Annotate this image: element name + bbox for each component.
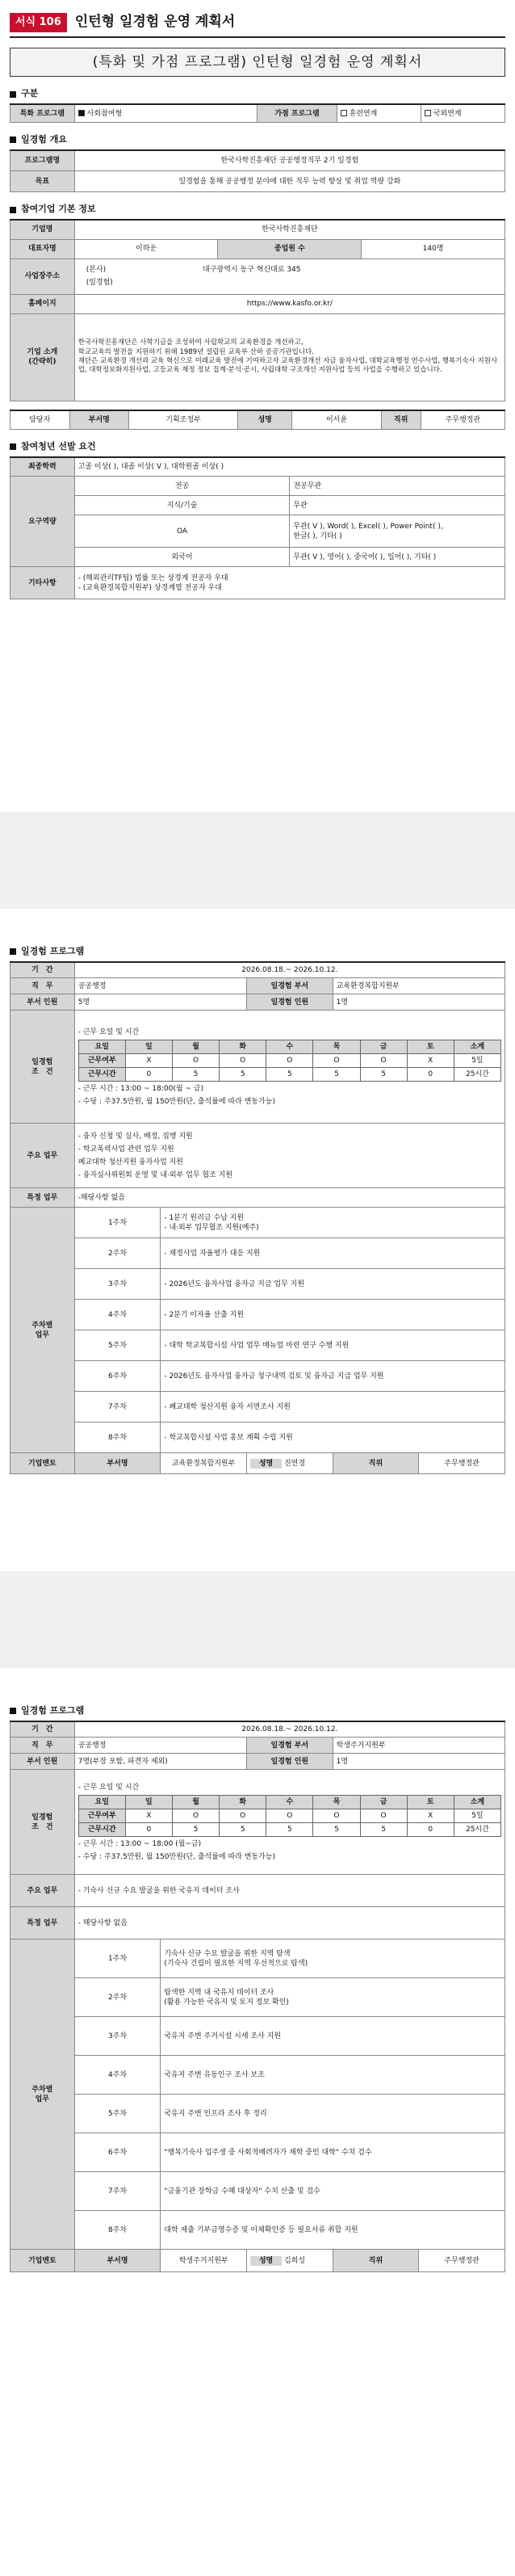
language-requirement: 무관( V ), 영어( ), 중국어( ), 일어( ), 기타( ) <box>290 548 505 567</box>
schedule-cell: 월 <box>172 1040 219 1054</box>
checkbox-social[interactable] <box>78 110 85 116</box>
label-mentor: 기업멘토 <box>10 2250 75 2272</box>
major-requirement: 전공무관 <box>290 477 505 496</box>
week-label: 5주차 <box>74 1330 161 1361</box>
schedule-cell: O <box>266 1809 313 1823</box>
duty-2: - 학교폭력사업 관련 업무 지원 <box>77 1145 174 1154</box>
week-task: - 학교복합시설 사업 홍보 계획 수립 지원 <box>161 1422 505 1453</box>
schedule-cell: 5 <box>313 1068 360 1082</box>
program-table-1 <box>10 961 505 1475</box>
week-label: 2주차 <box>74 1978 161 2017</box>
requirements-table <box>10 456 505 600</box>
section-program-2: 일경험 프로그램 <box>10 1705 505 1717</box>
week-label: 1주차 <box>74 1208 161 1238</box>
schedule-table-1 <box>78 1040 501 1082</box>
intern-count-value: 1명 <box>333 994 505 1011</box>
label-mentor-pos: 직위 <box>333 1453 419 1474</box>
label-special: 특정 업무 <box>10 1188 75 1208</box>
checkbox-overseas[interactable] <box>425 110 431 116</box>
page-gap <box>0 812 515 909</box>
schedule-cell: 0 <box>125 1068 172 1082</box>
document-header <box>10 13 505 38</box>
schedule-cell: 5 <box>266 1823 313 1837</box>
option-training: 훈련연계 <box>349 109 378 118</box>
label-weekly: 주차별 업무 <box>10 1208 75 1453</box>
etc-2: - (교육환경복합지원부) 상경계열 전공자 우대 <box>77 583 222 592</box>
label-company: 기업명 <box>10 220 75 239</box>
week-label: 2주차 <box>74 1238 161 1269</box>
period-value: 2026.08.18.~ 2026.10.12. <box>74 962 505 978</box>
weekly-row <box>10 1330 505 1361</box>
option-overseas: 국외연계 <box>433 109 462 118</box>
week-label: 7주차 <box>74 1392 161 1422</box>
education-requirement: 고졸 이상( ), 대졸 이상( V ), 대학원졸 이상( ) <box>74 457 505 477</box>
week-label: 4주차 <box>74 1300 161 1330</box>
weekly-rows-1 <box>10 1208 505 1453</box>
work-time: - 근무 시간 : 13:00 ~ 18:00(월 ~ 금) <box>77 1085 203 1094</box>
label-contact-dept: 부서명 <box>69 410 129 430</box>
company-name: 한국사학진흥재단 <box>74 220 505 239</box>
schedule-cell: 5 <box>360 1068 407 1082</box>
job-value: 공공행정 <box>74 978 246 994</box>
label-major: 전공 <box>74 477 290 496</box>
contact-table <box>10 410 505 431</box>
weekly-row <box>10 2211 505 2250</box>
label-mentor-name: 성명 <box>250 2256 282 2266</box>
page-3 <box>0 1668 515 2576</box>
conditions-header: - 근무 요일 및 시간 <box>77 1783 140 1792</box>
week-label: 3주차 <box>74 2017 161 2056</box>
dept-count-value: 5명 <box>74 994 246 1011</box>
address-work-tag: (일경험) <box>86 279 113 288</box>
mentor-position: 주무행정관 <box>419 1453 505 1474</box>
label-conditions: 일경험 조 건 <box>10 1011 75 1124</box>
schedule-cell: 수 <box>266 1796 313 1809</box>
weekly-row <box>10 1939 505 1978</box>
label-special: 특정 업무 <box>10 1907 75 1939</box>
week-label: 6주차 <box>74 1361 161 1392</box>
period-value: 2026.08.18.~ 2026.10.12. <box>74 1721 505 1738</box>
document-title: 인턴형 일경험 운영 계획서 <box>74 14 236 31</box>
schedule-cell: 5 <box>172 1068 219 1082</box>
dept-value: 학생주거지원부 <box>333 1738 505 1754</box>
week-task: - 대학 학교복합시설 사업 업무 매뉴얼 마련 연구 수행 지원 <box>161 1330 505 1361</box>
duty-4: - 융자심사위원회 운영 및 내·외부 업무 협조 지원 <box>77 1170 233 1179</box>
weekly-row <box>10 2095 505 2133</box>
section-requirements: 참여청년 선발 요건 <box>10 441 505 453</box>
schedule-cell: O <box>360 1809 407 1823</box>
schedule-cell: 금 <box>360 1040 407 1054</box>
overview-table <box>10 149 505 193</box>
week-task: 기숙사 신규 수요 발굴을 위한 지역 탐색 (기숙사 건립이 필요한 지역 우선적으로 탐색) <box>161 1939 505 1978</box>
schedule-cell: O <box>220 1054 266 1068</box>
schedule-cell: X <box>407 1809 454 1823</box>
schedule-cell: O <box>172 1809 219 1823</box>
label-mentor: 기업멘토 <box>10 1453 75 1474</box>
week-label: 7주차 <box>74 2172 161 2211</box>
section-overview: 일경험 개요 <box>10 134 505 146</box>
label-education: 최종학력 <box>10 457 75 477</box>
schedule-cell: 목 <box>313 1040 360 1054</box>
week-task: 국유지 주변 인프라 조사 후 정리 <box>161 2095 505 2133</box>
program-table-2 <box>10 1721 505 2273</box>
schedule-cell: 요일 <box>78 1796 125 1809</box>
weekly-row <box>10 1238 505 1269</box>
schedule-cell: 5 <box>360 1823 407 1837</box>
week-task: - 재정사업 자율평가 대응 지원 <box>161 1238 505 1269</box>
company-intro: 한국사학진흥재단은 사학기금을 조성하여 사립학교의 교육환경을 개선하고, 학교교육의 발전을 지원하기 위해 1989년 설립된 교육부 산하 공공기관입니다. 재단은 교육환경 개선과 교육 혁신으로 미래교육 발전에 기여하고자 교육환경개선 자금 융자사업, 대학교육행정 연수사업, 행복기숙사 지원사업, 대학정보화지원사업, 고등교육 재정 정보 집계·분석·공시, 사립대학 구조개선 지원사업 등의 사업을 수행하고 있습니다. <box>74 313 505 401</box>
schedule-cell: O <box>313 1054 360 1068</box>
contact-position: 주무행정관 <box>421 410 505 430</box>
knowledge-requirement: 무관 <box>290 496 505 515</box>
schedule-cell: 5 <box>313 1823 360 1837</box>
weekly-row <box>10 2133 505 2172</box>
week-label: 6주차 <box>74 2133 161 2172</box>
special-value: - 해당사항 없음 <box>74 1907 505 1939</box>
week-task: - 2026년도 융자사업 융자금 청구내역 검토 및 융자금 지급 업무 지원 <box>161 1361 505 1392</box>
intern-count-value: 1명 <box>333 1754 505 1770</box>
program-goal: 일경험을 통해 공공행정 분야에 대한 직무 능력 향상 및 취업 역량 강화 <box>74 171 505 192</box>
section-company: 참여기업 기본 정보 <box>10 204 505 216</box>
homepage-link[interactable]: https://www.kasfo.or.kr/ <box>74 294 505 313</box>
label-ceo: 대표자명 <box>10 239 75 258</box>
week-task: 탐색한 지역 내 국유지 데이터 조사 (활용 가능한 국유지 및 토지 정보 확인) <box>161 1978 505 2017</box>
label-dept-count: 부서 인원 <box>10 1754 75 1770</box>
dept-value: 교육환경복합지원부 <box>333 978 505 994</box>
label-language: 외국어 <box>74 548 290 567</box>
program-name: 한국사학진흥재단 공공행정직무 2기 일경험 <box>74 150 505 171</box>
section-program-1: 일경험 프로그램 <box>10 946 505 958</box>
label-mentor-name: 성명 <box>250 1459 282 1469</box>
weekly-row <box>10 1269 505 1300</box>
week-task: 국유지 주변 유동인구 조사 보조 <box>161 2056 505 2095</box>
schedule-cell: 소계 <box>454 1796 500 1809</box>
mentor-position: 주무행정관 <box>419 2250 505 2272</box>
label-intern-count: 일경험 인원 <box>247 1754 333 1770</box>
schedule-cell: 소계 <box>454 1040 500 1054</box>
schedule-cell: 금 <box>360 1796 407 1809</box>
schedule-cell: 5 <box>220 1823 266 1837</box>
schedule-cell: 근무여부 <box>78 1054 125 1068</box>
duty-3: 폐교대학 청산지원 융자사업 지원 <box>77 1158 183 1166</box>
schedule-cell: 일 <box>125 1040 172 1054</box>
schedule-cell: 근무여부 <box>78 1809 125 1823</box>
label-weekly: 주차별 업무 <box>10 1939 75 2250</box>
label-address: 사업장주소 <box>10 258 75 294</box>
weekly-row <box>10 1300 505 1330</box>
mentor-dept: 교육환경복합지원부 <box>161 1453 247 1474</box>
conditions-header: - 근무 요일 및 시간 <box>77 1027 140 1036</box>
option-social: 사회참여형 <box>86 109 123 118</box>
label-dept: 일경험 부서 <box>247 1738 333 1754</box>
weekly-row <box>10 1208 505 1238</box>
schedule-cell: 5일 <box>454 1054 500 1068</box>
checkbox-training[interactable] <box>341 110 347 116</box>
schedule-cell: 월 <box>172 1796 219 1809</box>
duty-value: - 기숙사 신규 수요 발굴을 위한 국유지 데이터 조사 <box>74 1875 505 1907</box>
schedule-cell: 목 <box>313 1796 360 1809</box>
page-1 <box>0 0 515 812</box>
gubun-table <box>10 103 505 123</box>
schedule-cell: O <box>313 1809 360 1823</box>
job-value: 공공행정 <box>74 1738 246 1754</box>
oa-requirement-2: 한글( ), 기타( ) <box>293 532 342 540</box>
mentor-dept: 학생주거지원부 <box>161 2250 247 2272</box>
company-table <box>10 219 505 401</box>
label-dept: 일경험 부서 <box>247 978 333 994</box>
weekly-row <box>10 2017 505 2056</box>
schedule-cell: 수 <box>266 1040 313 1054</box>
schedule-cell: 5 <box>220 1068 266 1082</box>
label-mentor-dept: 부서명 <box>74 1453 161 1474</box>
allowance: - 수당 : 주37.5만원, 월 150만원(단, 출석률에 따라 변동가능) <box>77 1852 276 1861</box>
week-task: 국유지 주변 주거시설 시세 조사 지원 <box>161 2017 505 2056</box>
page-gap-2 <box>0 1571 515 1668</box>
label-knowledge: 지식/기술 <box>74 496 290 515</box>
dept-count-value: 7명(부장 포함, 파견자 제외) <box>74 1754 246 1770</box>
schedule-cell: 0 <box>125 1823 172 1837</box>
week-label: 8주차 <box>74 1422 161 1453</box>
schedule-cell: 토 <box>407 1040 454 1054</box>
label-job: 직 무 <box>10 1738 75 1754</box>
label-intro: 기업 소개 (간략히) <box>10 313 75 401</box>
schedule-cell: O <box>172 1054 219 1068</box>
section-gubun: 구분 <box>10 88 505 100</box>
schedule-cell: 25시간 <box>454 1068 500 1082</box>
week-task: - 2분기 이자율 산출 지원 <box>161 1300 505 1330</box>
schedule-cell: O <box>266 1054 313 1068</box>
ceo-name: 이하운 <box>74 239 218 258</box>
contact-name: 이서윤 <box>292 410 381 430</box>
address-hq: 대구광역시 동구 혁신대로 345 <box>203 265 301 274</box>
label-employees: 종업원 수 <box>218 239 362 258</box>
program-banner: (특화 및 가점 프로그램) 인턴형 일경험 운영 계획서 <box>10 48 505 78</box>
label-program-name: 프로그램명 <box>10 150 75 171</box>
week-task: - 2026년도 융자사업 융자금 지급 업무 지원 <box>161 1269 505 1300</box>
schedule-cell: 화 <box>220 1040 266 1054</box>
label-mentor-pos: 직위 <box>333 2250 419 2272</box>
duty-1: - 융자 신청 및 실사, 배정, 집행 지원 <box>77 1132 193 1141</box>
weekly-row <box>10 2056 505 2095</box>
label-homepage: 홈페이지 <box>10 294 75 313</box>
label-contact-name: 성명 <box>237 410 291 430</box>
schedule-table-2 <box>78 1795 501 1837</box>
schedule-cell: 5 <box>172 1823 219 1837</box>
week-task: - 1분기 원리금 수납 지원 - 내·외부 업무협조 지원(예주) <box>161 1208 505 1238</box>
schedule-cell: O <box>360 1054 407 1068</box>
schedule-cell: 5 <box>266 1068 313 1082</box>
schedule-cell: X <box>407 1054 454 1068</box>
week-label: 4주차 <box>74 2056 161 2095</box>
label-dept-count: 부서 인원 <box>10 994 75 1011</box>
mentor-name: 김희성 <box>283 2256 306 2265</box>
schedule-cell: 토 <box>407 1796 454 1809</box>
label-oa: OA <box>74 515 290 548</box>
week-task: "금융기관 장학금 수혜 대상자" 수치 산출 및 검수 <box>161 2172 505 2211</box>
weekly-row <box>10 1392 505 1422</box>
mentor-name: 진연경 <box>283 1459 306 1468</box>
schedule-cell: 근무시간 <box>78 1068 125 1082</box>
label-job: 직 무 <box>10 978 75 994</box>
etc-1: - (해외관리TF팀) 법률 또는 상경계 전공자 우대 <box>77 574 228 582</box>
address-hq-tag: (본사) <box>86 265 107 274</box>
week-task: "행복기숙사 입주생 중 사회적배려자가 재학 중인 대학" 수치 검수 <box>161 2133 505 2172</box>
label-duties: 주요 업무 <box>10 1875 75 1907</box>
schedule-cell: O <box>220 1809 266 1823</box>
schedule-cell: 0 <box>407 1823 454 1837</box>
label-period: 기 간 <box>10 962 75 978</box>
weekly-row <box>10 2172 505 2211</box>
contact-dept: 기획조정부 <box>129 410 238 430</box>
gubun-label-2: 가점 프로그램 <box>258 104 337 122</box>
form-badge: 서식 106 <box>10 13 67 32</box>
label-competency: 요구역량 <box>10 477 75 567</box>
week-label: 1주차 <box>74 1939 161 1978</box>
label-mentor-dept: 부서명 <box>74 2250 161 2272</box>
oa-requirement-1: 무관( V ), Word( ), Excel( ), Power Point( ), <box>293 522 443 531</box>
gubun-label: 특화 프로그램 <box>10 104 75 122</box>
week-label: 5주차 <box>74 2095 161 2133</box>
schedule-cell: 0 <box>407 1068 454 1082</box>
allowance: - 수당 : 주37.5만원, 월 150만원(단, 출석률에 따라 변동가능) <box>77 1097 276 1106</box>
label-etc: 기타사항 <box>10 567 75 599</box>
weekly-row <box>10 1361 505 1392</box>
schedule-cell: X <box>125 1809 172 1823</box>
special-value: -해당사항 없음 <box>74 1188 505 1208</box>
schedule-cell: 5일 <box>454 1809 500 1823</box>
schedule-cell: 근무시간 <box>78 1823 125 1837</box>
schedule-cell: 일 <box>125 1796 172 1809</box>
week-label: 8주차 <box>74 2211 161 2250</box>
label-conditions: 일경험 조 건 <box>10 1770 75 1875</box>
label-contact: 담당자 <box>10 410 70 430</box>
work-time: - 근무 시간 : 13:00 ~ 18:00 (월~금) <box>77 1840 202 1849</box>
schedule-cell: X <box>125 1054 172 1068</box>
label-period: 기 간 <box>10 1721 75 1738</box>
label-duties: 주요 업무 <box>10 1124 75 1188</box>
weekly-row <box>10 1978 505 2017</box>
label-contact-pos: 직위 <box>381 410 421 430</box>
page-2 <box>0 909 515 1571</box>
schedule-cell: 화 <box>220 1796 266 1809</box>
employee-count: 140명 <box>362 239 505 258</box>
weekly-rows-2 <box>10 1939 505 2250</box>
label-goal: 목표 <box>10 171 75 192</box>
schedule-cell: 25시간 <box>454 1823 500 1837</box>
schedule-cell: 요일 <box>78 1040 125 1054</box>
week-label: 3주차 <box>74 1269 161 1300</box>
label-intern-count: 일경험 인원 <box>247 994 333 1011</box>
weekly-row <box>10 1422 505 1453</box>
week-task: - 폐교대학 청산지원 융자 서면조사 지원 <box>161 1392 505 1422</box>
week-task: 대학 제출 기부금영수증 및 이체확인증 등 필요서류 취합 지원 <box>161 2211 505 2250</box>
